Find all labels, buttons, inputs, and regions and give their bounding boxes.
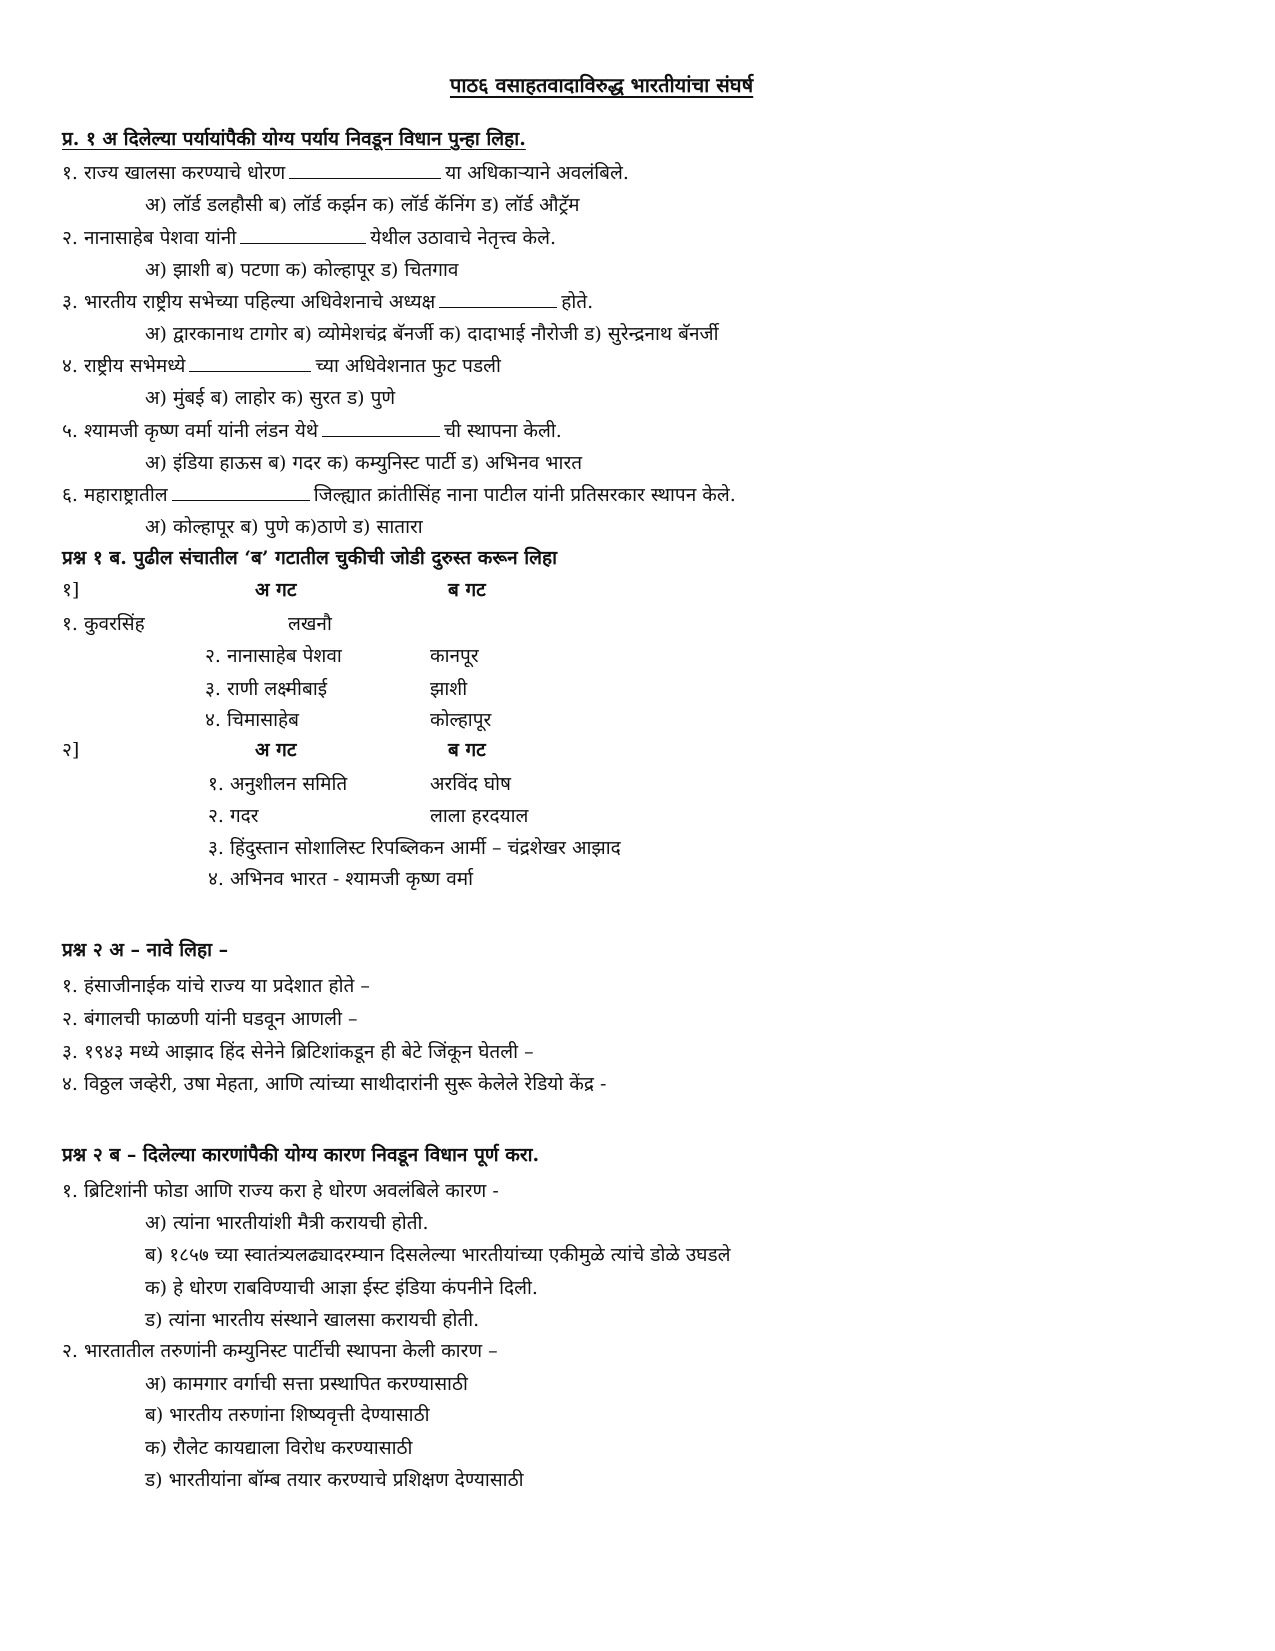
q1a-item-4 <box>62 353 501 379</box>
q2b-item-2-option-a: अ) कामगार वर्गाची सत्ता प्रस्थापित करण्यासाठी <box>145 1373 468 1395</box>
set1-row-3-a: ३. राणी लक्ष्मीबाई <box>205 678 328 700</box>
q1a-item-5-options: अ) इंडिया हाऊस ब) गदर क) कम्युनिस्ट पार्टी ड) अभिनव भारत <box>145 452 583 474</box>
set2-row-3: ३. हिंदुस्तान सोशालिस्ट रिपब्लिकन आर्मी – चंद्रशेखर आझाद <box>208 837 621 859</box>
q2a-item-2: २. बंगालची फाळणी यांनी घडवून आणली – <box>62 1008 358 1030</box>
answer-blank <box>189 353 311 372</box>
set1-row-4-b: कोल्हापूर <box>430 709 492 731</box>
set2-column-b-header: ब गट <box>448 739 486 761</box>
q1a-item-3-tail: होते. <box>561 291 594 313</box>
set1-label: १] <box>62 579 80 601</box>
q2a-item-4: ४. विठ्ठल जव्हेरी, उषा मेहता, आणि त्यांच्या साथीदारांनी सुरू केलेले रेडियो केंद्र - <box>62 1073 607 1095</box>
q2b-item-2-option-d: ड) भारतीयांना बॉम्ब तयार करण्याचे प्रशिक्षण देण्यासाठी <box>145 1469 524 1491</box>
set2-label: २] <box>62 739 80 761</box>
q1a-item-4-tail: च्या अधिवेशनात फुट पडली <box>315 355 501 377</box>
set1-column-b-header: ब गट <box>448 579 486 601</box>
q2a-item-1: १. हंसाजीनाईक यांचे राज्य या प्रदेशात होते – <box>62 975 370 997</box>
q1a-item-3-options: अ) द्वारकानाथ टागोर ब) व्योमेशचंद्र बॅनर्जी क) दादाभाई नौरोजी ड) सुरेन्द्रनाथ बॅनर्जी <box>145 323 719 345</box>
answer-blank <box>439 289 557 308</box>
q1a-item-6 <box>62 482 736 508</box>
q1a-item-6-stem: ६. महाराष्ट्रातील <box>62 484 168 506</box>
q1a-item-5-stem: ५. श्यामजी कृष्ण वर्मा यांनी लंडन येथे <box>62 420 319 442</box>
q2b-heading: प्रश्न २ ब – दिलेल्या कारणांपैकी योग्य कारण निवडून विधान पूर्ण करा. <box>62 1144 540 1166</box>
q2b-item-1-option-b: ब) १८५७ च्या स्वातंत्र्यलढ्यादरम्यान दिसलेल्या भारतीयांच्या एकीमुळे त्यांचे डोळे उघडले <box>145 1244 731 1266</box>
q2b-item-1-option-c: क) हे धोरण राबविण्याची आज्ञा ईस्ट इंडिया कंपनीने दिली. <box>145 1277 538 1299</box>
q2a-item-3: ३. १९४३ मध्ये आझाद हिंद सेनेने ब्रिटिशांकडून ही बेटे जिंकून घेतली – <box>62 1041 534 1063</box>
set2-row-1-b: अरविंद घोष <box>430 773 512 795</box>
q2b-item-2-stem: २. भारतातील तरुणांनी कम्युनिस्ट पार्टीची स्थापना केली कारण – <box>62 1340 498 1362</box>
q2b-item-1-option-d: ड) त्यांना भारतीय संस्थाने खालसा करायची होती. <box>145 1309 480 1331</box>
q2b-item-2-option-c: क) रौलेट कायद्याला विरोध करण्यासाठी <box>145 1437 413 1459</box>
q1a-heading: प्र. १ अ दिलेल्या पर्यायांपैकी योग्य पर्याय निवडून विधान पुन्हा लिहा. <box>62 128 526 150</box>
set2-row-2-a: २. गदर <box>208 805 259 827</box>
set2-row-2-b: लाला हरदयाल <box>430 805 529 827</box>
set2-row-1-a: १. अनुशीलन समिति <box>208 773 348 795</box>
q1a-item-3 <box>62 289 593 315</box>
q1a-item-4-stem: ४. राष्ट्रीय सभेमध्ये <box>62 355 186 377</box>
set1-row-2-a: २. नानासाहेब पेशवा <box>205 645 342 667</box>
q2b-item-2-option-b: ब) भारतीय तरुणांना शिष्यवृत्ती देण्यासाठी <box>145 1404 430 1426</box>
set1-column-a-header: अ गट <box>255 579 297 601</box>
set1-row-1-a: १. कुवरसिंह <box>62 613 145 635</box>
q1a-item-2-options: अ) झाशी ब) पटणा क) कोल्हापूर ड) चितगाव <box>145 259 459 281</box>
q2a-heading: प्रश्न २ अ – नावे लिहा – <box>62 939 229 961</box>
q1a-item-2 <box>62 225 556 251</box>
q1a-item-1 <box>62 160 629 186</box>
q2b-item-1-stem: १. ब्रिटिशांनी फोडा आणि राज्य करा हे धोरण अवलंबिले कारण - <box>62 1180 499 1202</box>
q1a-item-3-stem: ३. भारतीय राष्ट्रीय सभेच्या पहिल्या अधिवेशनाचे अध्यक्ष <box>62 291 436 313</box>
set2-row-4: ४. अभिनव भारत - श्यामजी कृष्ण वर्मा <box>208 868 474 890</box>
q1a-item-2-stem: २. नानासाहेब पेशवा यांनी <box>62 227 237 249</box>
answer-blank <box>322 418 440 437</box>
q1a-item-6-tail: जिल्ह्यात क्रांतीसिंह नाना पाटील यांनी प्रतिसरकार स्थापन केले. <box>313 484 736 506</box>
q1a-item-2-tail: येथील उठावाचे नेतृत्त्व केले. <box>370 227 557 249</box>
set1-row-4-a: ४. चिमासाहेब <box>205 709 299 731</box>
q1a-item-1-options: अ) लॉर्ड डलहौसी ब) लॉर्ड कर्झन क) लॉर्ड कॅनिंग ड) लॉर्ड औट्रॅम <box>145 194 580 216</box>
q1a-item-5 <box>62 418 562 444</box>
set1-row-1-b: लखनौ <box>288 613 332 635</box>
q1a-item-1-tail: या अधिकाऱ्याने अवलंबिले. <box>445 162 629 184</box>
answer-blank <box>289 160 441 179</box>
page-title: पाठ६ वसाहतवादाविरुद्ध भारतीयांचा संघर्ष <box>450 73 754 97</box>
set1-row-2-b: कानपूर <box>430 645 479 667</box>
set2-column-a-header: अ गट <box>255 739 297 761</box>
q1a-item-5-tail: ची स्थापना केली. <box>444 420 562 442</box>
q1a-item-6-options: अ) कोल्हापूर ब) पुणे क)ठाणे ड) सातारा <box>145 516 423 538</box>
q1b-heading: प्रश्न १ ब. पुढील संचातील ‘ब’ गटातील चुकीची जोडी दुरुस्त करून लिहा <box>62 547 558 569</box>
q2b-item-1-option-a: अ) त्यांना भारतीयांशी मैत्री करायची होती. <box>145 1212 429 1234</box>
answer-blank <box>172 482 310 501</box>
q1a-item-4-options: अ) मुंबई ब) लाहोर क) सुरत ड) पुणे <box>145 387 396 409</box>
answer-blank <box>240 225 366 244</box>
set1-row-3-b: झाशी <box>430 678 468 700</box>
q1a-item-1-stem: १. राज्य खालसा करण्याचे धोरण <box>62 162 286 184</box>
